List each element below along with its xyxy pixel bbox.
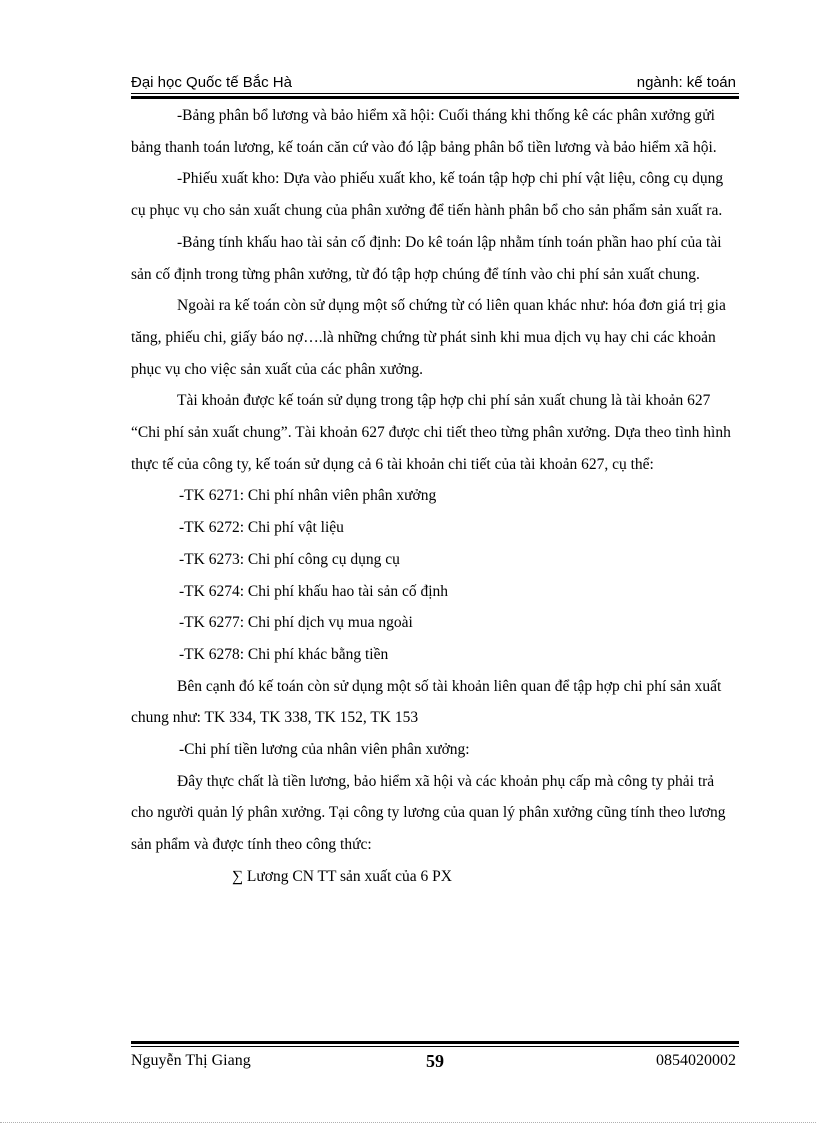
paragraph: Bên cạnh đó kế toán còn sử dụng một số tài khoản liên quan để tập hợp chi phí sản xuất chung như: TK 334, TK 338, TK 152, TK 153 xyxy=(131,677,722,727)
section-heading: -Chi phí tiền lương của nhân viên phân xưởng: xyxy=(179,741,470,759)
page-header xyxy=(131,74,736,94)
footer-rule-thin xyxy=(131,1046,739,1047)
header-rule-thick xyxy=(131,96,739,99)
paragraph: -Bảng phân bổ lương và bảo hiểm xã hội: Cuối tháng khi thống kê các phân xưởng gửi bảng thanh toán lương, kế toán căn cứ vào đó lập bảng phân bổ tiền lương và bảo hiểm xã hội. xyxy=(131,107,717,156)
footer-student-id: 0854020002 xyxy=(656,1052,736,1069)
account-list-item: -TK 6277: Chi phí dịch vụ mua ngoài xyxy=(179,614,413,632)
paragraph: -Phiếu xuất kho: Dựa vào phiếu xuất kho, kế toán tập hợp chi phí vật liệu, công cụ dụng cụ phục vụ cho sản xuất chung của phân xưởng để tiến hành phân bổ cho sản phẩm sản xuất ra. xyxy=(131,170,724,220)
paragraph: -Bảng tính khấu hao tài sản cố định: Do kê toán lập nhằm tính toán phần hao phí của tài sản cố định trong từng phân xưởng, từ đó tập hợp chúng để tính vào chi phí sản xuất chung. xyxy=(131,233,722,283)
account-list-item: -TK 6274: Chi phí khấu hao tài sản cố định xyxy=(179,582,449,600)
page-number: 59 xyxy=(426,1051,444,1071)
formula-numerator: ∑ Lương CN TT sản xuất của 6 PX xyxy=(232,867,452,885)
account-list-item: -TK 6273: Chi phí công cụ dụng cụ xyxy=(179,550,400,568)
paragraph: Tài khoản được kế toán sử dụng trong tập hợp chi phí sản xuất chung là tài khoản 627 “Chi phí sản xuất chung”. Tài khoản 627 được chi tiết theo từng phân xưởng. Dựa theo tình hình thực tế của công ty, kế toán sử dụng cả 6 tài khoản chi tiết của tài khoản 627, cụ thể: xyxy=(131,392,731,473)
paragraph: Đây thực chất là tiền lương, bảo hiểm xã hội và các khoản phụ cấp mà công ty phải trả cho người quản lý phân xưởng. Tại công ty lương của quan lý phân xưởng cũng tính theo lương sản phẩm và được tính theo công thức: xyxy=(131,772,726,854)
paragraph: Ngoài ra kế toán còn sử dụng một số chứng từ có liên quan khác như: hóa đơn giá trị gia tăng, phiếu chi, giấy báo nợ….là những chứng từ phát sinh khi mua dịch vụ hay chi các khoản phục vụ cho việc sản xuất của các phân xưởng. xyxy=(131,297,726,378)
footer-author: Nguyễn Thị Giang xyxy=(131,1052,251,1069)
page-footer xyxy=(131,1052,736,1074)
page-body xyxy=(131,100,736,893)
account-list-item: -TK 6271: Chi phí nhân viên phân xưởng xyxy=(179,487,437,505)
header-university: Đại học Quốc tế Bắc Hà xyxy=(131,74,292,91)
header-rule-thin xyxy=(131,93,739,94)
account-list-item: -TK 6272: Chi phí vật liệu xyxy=(179,519,344,537)
account-list-item: -TK 6278: Chi phí khác bằng tiền xyxy=(179,645,389,663)
header-major: ngành: kế toán xyxy=(636,74,736,91)
footer-rule-thick xyxy=(131,1041,739,1044)
